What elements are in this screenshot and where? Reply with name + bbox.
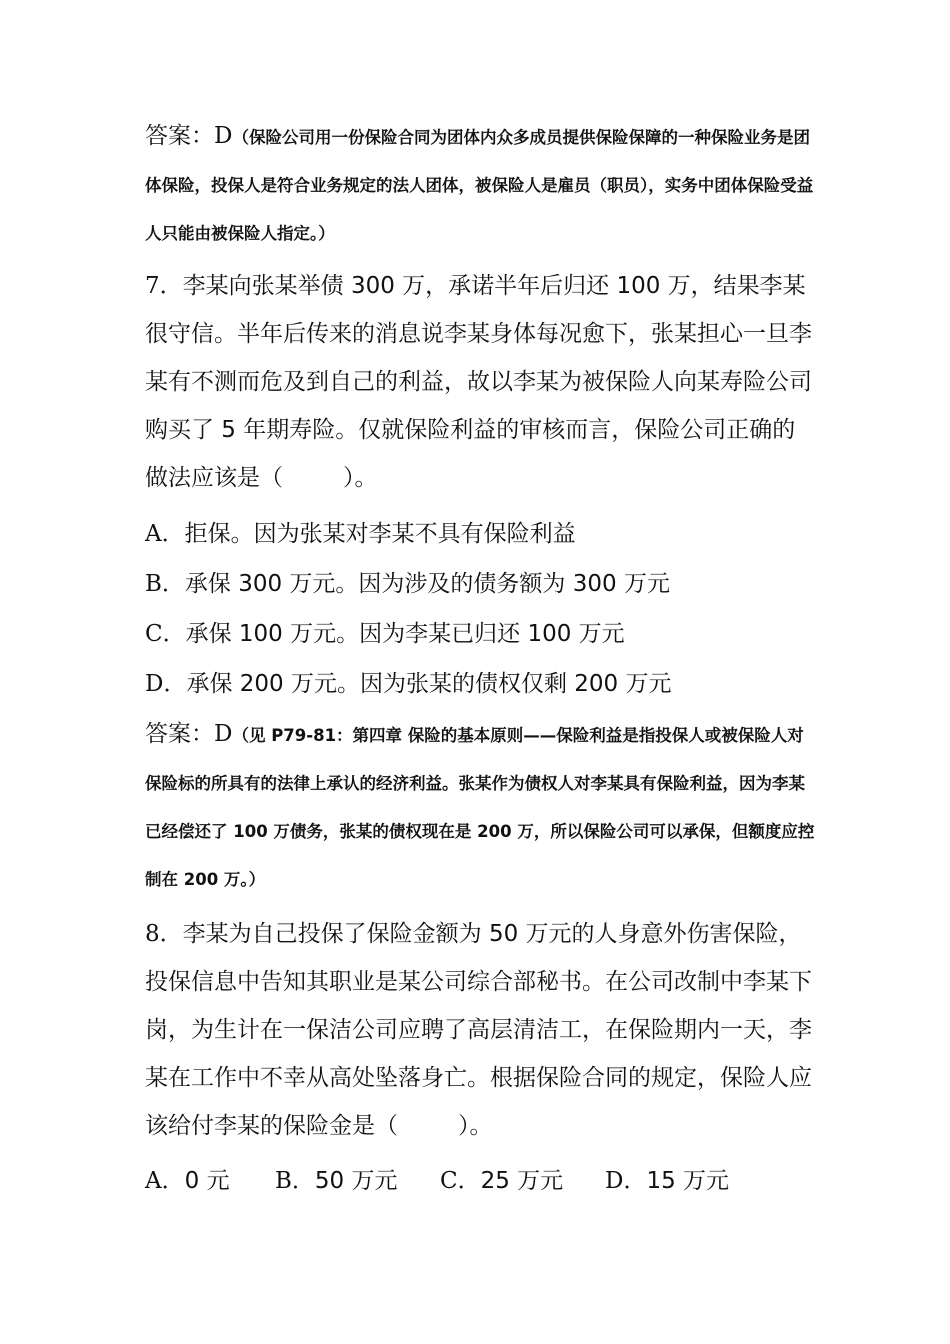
question-number: 8: [145, 921, 160, 947]
answer-block-prev: [145, 112, 815, 258]
option-b: B．50 万元: [275, 1168, 398, 1194]
option-a: A．0 元: [145, 1168, 230, 1194]
question-8-options: [145, 1165, 815, 1197]
option-c: C．25 万元: [440, 1168, 564, 1194]
answer-label: 答案：D: [145, 123, 233, 149]
option-a: A．拒保。因为张某对李某不具有保险利益: [145, 521, 576, 547]
question-text: 李某为自己投保了保险金额为 50 万元的人身意外伤害保险，投保信息中告知其职业是某公司综合部秘书。在公司改制中李某下岗，为生计在一保洁公司应聘了高层清洁工，在保险期内一天，李某在工作中不幸从高处坠落身亡。根据保险合同的规定，保险人应该给付李某的保险金是（: [145, 921, 812, 1139]
option-c: C．承保 100 万元。因为李某已归还 100 万元: [145, 621, 625, 647]
question-8: 8．李某为自己投保了保险金额为 50 万元的人身意外伤害保险，投保信息中告知其职业是某公司综合部秘书。在公司改制中李某下岗，为生计在一保洁公司应聘了高层清洁工，在保险期内一天，李某在工作中不幸从高处坠落身亡。根据保险合同的规定，保险人应该给付李某的保险金是（ ）。: [145, 921, 812, 1139]
option-d: D．承保 200 万元。因为张某的债权仅剩 200 万元: [145, 671, 672, 697]
question-text: 李某向张某举债 300 万，承诺半年后归还 100 万，结果李某很守信。半年后传来的消息说李某身体每况愈下，张某担心一旦李某有不测而危及到自己的利益，故以李某为被保险人向某寿险公司购买了 5 年期寿险。仅就保险利益的审核而言，保险公司正确的做法应该是（: [145, 273, 812, 491]
answer-label: 答案：D: [145, 721, 233, 747]
option-d: D．15 万元: [605, 1168, 730, 1194]
question-number: 7: [145, 273, 160, 299]
option-b: B．承保 300 万元。因为涉及的债务额为 300 万元: [145, 571, 670, 597]
answer-explanation: （保险公司用一份保险合同为团体内众多成员提供保险保障的一种保险业务是团体保险，投保人是符合业务规定的法人团体，被保险人是雇员（职员），实务中团体保险受益人只能由被保险人指定。）: [145, 128, 814, 243]
question-7: 7．李某向张某举债 300 万，承诺半年后归还 100 万，结果李某很守信。半年后传来的消息说李某身体每况愈下，张某担心一旦李某有不测而危及到自己的利益，故以李某为被保险人向某寿险公司购买了 5 年期寿险。仅就保险利益的审核而言，保险公司正确的做法应该是（ ）。: [145, 273, 812, 491]
answer-explanation: （见 P79-81：第四章 保险的基本原则——保险利益是指投保人或被保险人对保险标的所具有的法律上承认的经济利益。张某作为债权人对李某具有保险利益，因为李某已经偿还了 100 万债务，张某的债权现在是 200 万，所以保险公司可以承保，但额度应控制在 200 万。）: [145, 726, 815, 889]
answer-block-7: [145, 710, 815, 904]
